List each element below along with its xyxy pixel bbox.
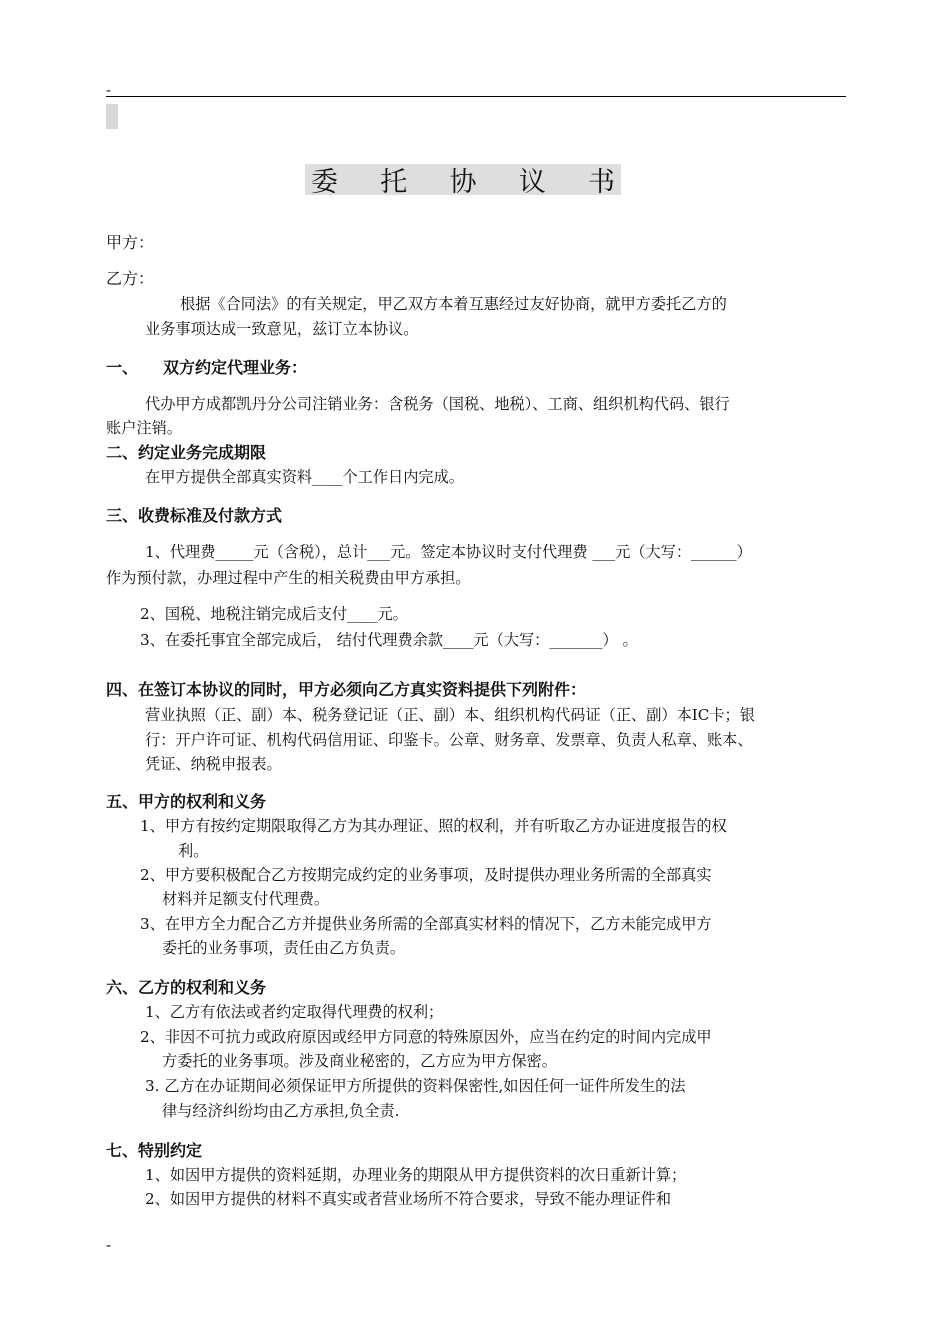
header-shading-block (106, 104, 118, 129)
section-4-body: 营业执照（正、副）本、税务登记证（正、副）本、组织机构代码证（正、副）本IC卡；银 (145, 706, 755, 724)
section-5-item: 3、在甲方全力配合乙方并提供业务所需的全部真实材料的情况下，乙方未能完成甲方 (140, 915, 712, 933)
section-7-heading: 七、特别约定 (106, 1141, 203, 1160)
section-6-item-2: 方委托的业务事项。涉及商业秘密的，乙方应为甲方保密。 (162, 1052, 557, 1070)
title-char: 委 (311, 167, 338, 198)
section-3-heading: 三、收费标准及付款方式 (106, 506, 283, 525)
intro-line: 根据《合同法》的有关规定，甲乙双方本着互惠经过友好协商，就甲方委托乙方的 (180, 295, 727, 313)
section-7-item-1: 1、如因甲方提供的资料延期，办理业务的期限从甲方提供资料的次日重新计算； (145, 1166, 687, 1184)
section-4-heading: 四、在签订本协议的同时，甲方必须向乙方真实资料提供下列附件： (106, 680, 587, 699)
party-b-label: 乙方： (106, 269, 155, 288)
section-1-heading: 双方约定代理业务： (163, 358, 308, 377)
section-2-heading: 二、约定业务完成期限 (106, 443, 267, 462)
section-5-heading: 五、甲方的权利和义务 (106, 792, 267, 811)
section-5-item: 委托的业务事项，责任由乙方负责。 (162, 939, 405, 957)
title-char: 书 (588, 167, 615, 198)
section-1-body: 账户注销。 (106, 419, 182, 437)
section-5-item: 1、甲方有按约定期限取得乙方为其办理证、照的权利，并有听取乙方办证进度报告的权 (140, 817, 727, 835)
section-6-heading: 六、乙方的权利和义务 (106, 978, 267, 997)
section-6-item-1: 1、乙方有依法或者约定取得代理费的权利； (145, 1003, 444, 1021)
header-rule (106, 96, 846, 97)
title-char: 议 (518, 167, 546, 198)
section-2-body: 在甲方提供全部真实资料____个工作日内完成。 (145, 468, 464, 486)
section-3-item-2: 2、国税、地税注销完成后支付____元。 (140, 605, 408, 623)
section-6-item-2: 2、非因不可抗力或政府原因或经甲方同意的特殊原因外，应当在约定的时间内完成甲 (140, 1028, 712, 1046)
section-7-item-2: 2、如因甲方提供的材料不真实或者营业场所不符合要求，导致不能办理证件和 (145, 1190, 672, 1208)
section-4-body: 行：开户许可证、机构代码信用证、印鉴卡。公章、财务章、发票章、负责人私章、账本、 (145, 731, 753, 749)
section-6-item-3: 3. 乙方在办证期间必须保证甲方所提供的资料保密性,如因任何一证件所发生的法 (145, 1077, 686, 1095)
party-a-label: 甲方： (106, 233, 155, 252)
section-1-number: 一、 (106, 358, 139, 377)
section-5-item: 利。 (178, 842, 209, 860)
section-3-item-1: 1、代理费_____元（含税），总计___元。签定本协议时支付代理费 ___元（大写：______） (145, 543, 752, 561)
section-3-item-1: 作为预付款，办理过程中产生的相关税费由甲方承担。 (106, 569, 471, 587)
section-5-item: 2、甲方要积极配合乙方按期完成约定的业务事项，及时提供办理业务所需的全部真实 (140, 866, 712, 884)
section-3-item-3: 3、在委托事宜全部完成后， 结付代理费余款____元（大写：_______） 。 (140, 631, 638, 649)
section-5-item: 材料并足额支付代理费。 (162, 890, 330, 908)
title-char: 协 (449, 167, 477, 198)
document-title (305, 164, 621, 198)
title-char: 托 (380, 167, 408, 198)
intro-line: 业务事项达成一致意见，兹订立本协议。 (145, 320, 419, 338)
section-1-body: 代办甲方成都凯丹分公司注销业务：含税务（国税、地税）、工商、组织机构代码、银行 (145, 395, 730, 413)
section-4-body: 凭证、纳税申报表。 (145, 755, 282, 773)
section-6-item-3: 律与经济纠纷均由乙方承担,负全责. (162, 1102, 400, 1120)
header-dash: - (106, 83, 112, 99)
footer-dash: - (106, 1238, 112, 1254)
